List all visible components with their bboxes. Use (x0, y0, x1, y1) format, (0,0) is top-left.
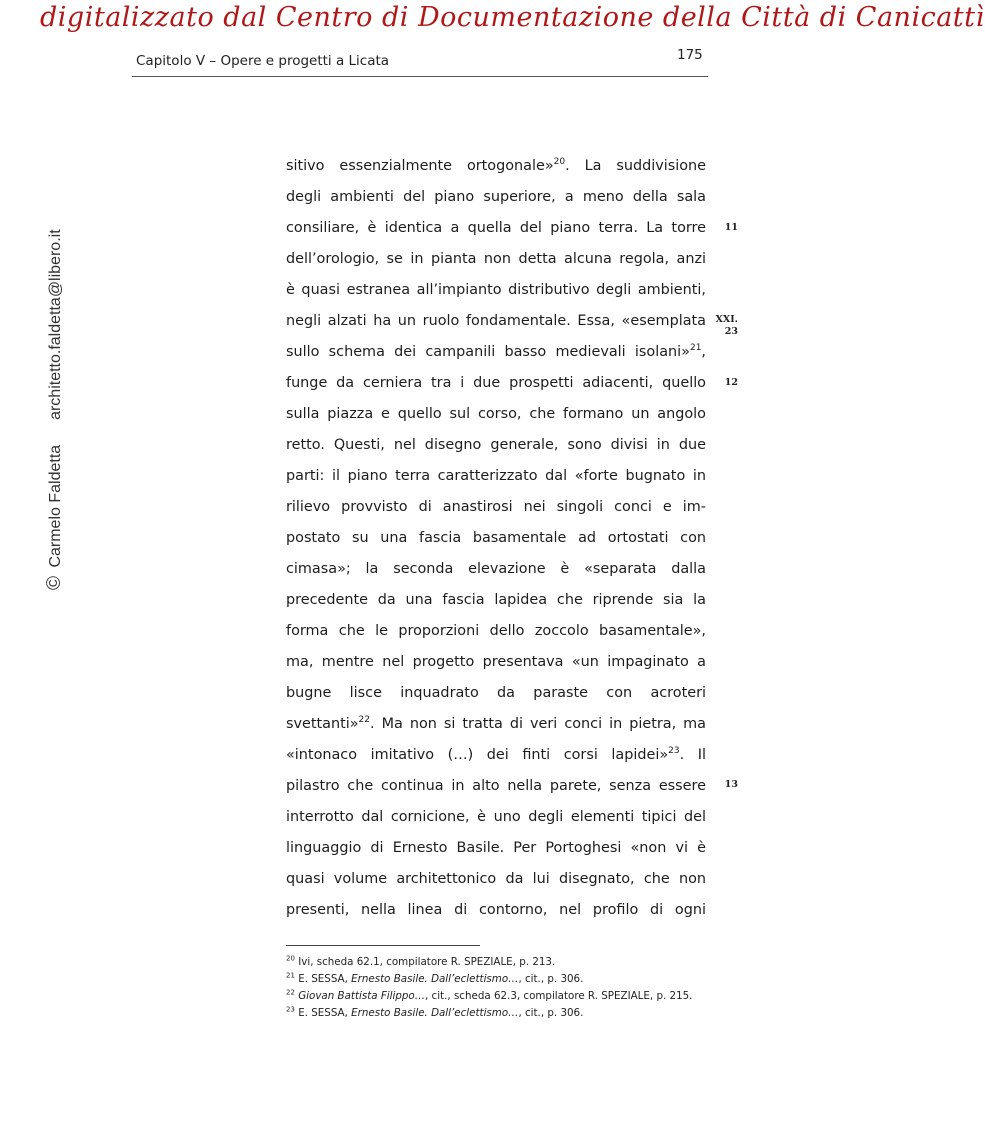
body-line: linguaggio di Ernesto Basile. Per Portoghesi «non vi è (286, 840, 706, 856)
footnote-21: $^{21}$ E. SESSA, Ernesto Basile. Dall’eclettismo…, cit., p. 306. (286, 971, 584, 985)
body-line: postato su una fascia basamentale ad ortostati con (286, 530, 706, 546)
body-line: «intonaco imitativo (…) dei finti corsi lapidei»$^{23}$. Il (286, 746, 706, 763)
body-line: interrotto dal cornicione, è uno degli elementi tipici del (286, 809, 706, 825)
margin-note-13: 13 (724, 779, 738, 790)
footnote-ref-22[interactable]: 22 (358, 715, 370, 726)
author-email[interactable]: architetto.faldetta@libero.it (47, 229, 64, 420)
body-line: parti: il piano terra caratterizzato dal «forte bugnato in (286, 468, 706, 484)
copyright-icon: © (44, 576, 65, 590)
body-line: cimasa»; la seconda elevazione è «separata dalla (286, 561, 706, 577)
footnotes (286, 956, 706, 1024)
author-name: Carmelo Faldetta (47, 444, 64, 568)
body-line: bugne lisce inquadrato da paraste con acroteri (286, 685, 706, 701)
body-line: rilievo provvisto di anastirosi nei singoli conci e im- (286, 499, 706, 515)
body-line: precedente da una fascia lapidea che riprende sia la (286, 592, 706, 608)
body-line: presenti, nella linea di contorno, nel profilo di ogni (286, 902, 706, 918)
footnote-ref-23[interactable]: 23 (668, 746, 680, 757)
body-line: negli alzati ha un ruolo fondamentale. Essa, «esemplata (286, 313, 706, 329)
body-line: pilastro che continua in alto nella parete, senza essere (286, 778, 706, 794)
body-line: retto. Questi, nel disegno generale, sono divisi in due (286, 437, 706, 453)
body-line: dell’orologio, se in pianta non detta alcuna regola, anzi (286, 251, 706, 267)
body-line: è quasi estranea all’impianto distributivo degli ambienti, (286, 282, 706, 298)
margin-note-23: 23 (724, 326, 738, 337)
margin-note-xxi: XXI. (715, 314, 738, 325)
body-line: ma, mentre nel progetto presentava «un impaginato a (286, 654, 706, 670)
body-line: forma che le proporzioni dello zoccolo basamentale», (286, 623, 706, 639)
footnote-20: $^{20}$ Ivi, scheda 62.1, compilatore R. SPEZIALE, p. 213. (286, 954, 556, 968)
footnote-22: $^{22}$ Giovan Battista Filippo…, cit., scheda 62.3, compilatore R. SPEZIALE, p. 215. (286, 988, 693, 1002)
page-number: 175 (677, 47, 703, 63)
margin-note-12: 12 (724, 377, 738, 388)
body-line: consiliare, è identica a quella del piano terra. La torre (286, 220, 706, 236)
body-line: svettanti»$^{22}$. Ma non si tratta di veri conci in pietra, ma (286, 715, 706, 732)
body-line: sulla piazza e quello sul corso, che formano un angolo (286, 406, 706, 422)
body-line: funge da cerniera tra i due prospetti adiacenti, quello (286, 375, 706, 391)
footnote-ref-20[interactable]: 20 (553, 157, 566, 168)
footnote-ref-21[interactable]: 21 (689, 343, 702, 354)
body-line: sullo schema dei campanili basso medievali isolani»$^{21}$, (286, 343, 706, 360)
body-line: quasi volume architettonico da lui disegnato, che non (286, 871, 706, 887)
footnote-divider (286, 945, 480, 946)
chapter-title: Capitolo V – Opere e progetti a Licata (136, 53, 390, 69)
digitization-banner: digitalizzato dal Centro di Documentazione della Città di Canicattì (40, 2, 985, 33)
side-credit (44, 229, 66, 590)
body-line: sitivo essenzialmente ortogonale»$^{20}$. La suddivisione (286, 157, 706, 174)
margin-note-11: 11 (724, 222, 738, 233)
body-paragraph (286, 151, 706, 926)
body-line: degli ambienti del piano superiore, a meno della sala (286, 189, 706, 205)
footnote-23: $^{23}$ E. SESSA, Ernesto Basile. Dall’eclettismo…, cit., p. 306. (286, 1005, 584, 1019)
header-divider (132, 76, 708, 77)
